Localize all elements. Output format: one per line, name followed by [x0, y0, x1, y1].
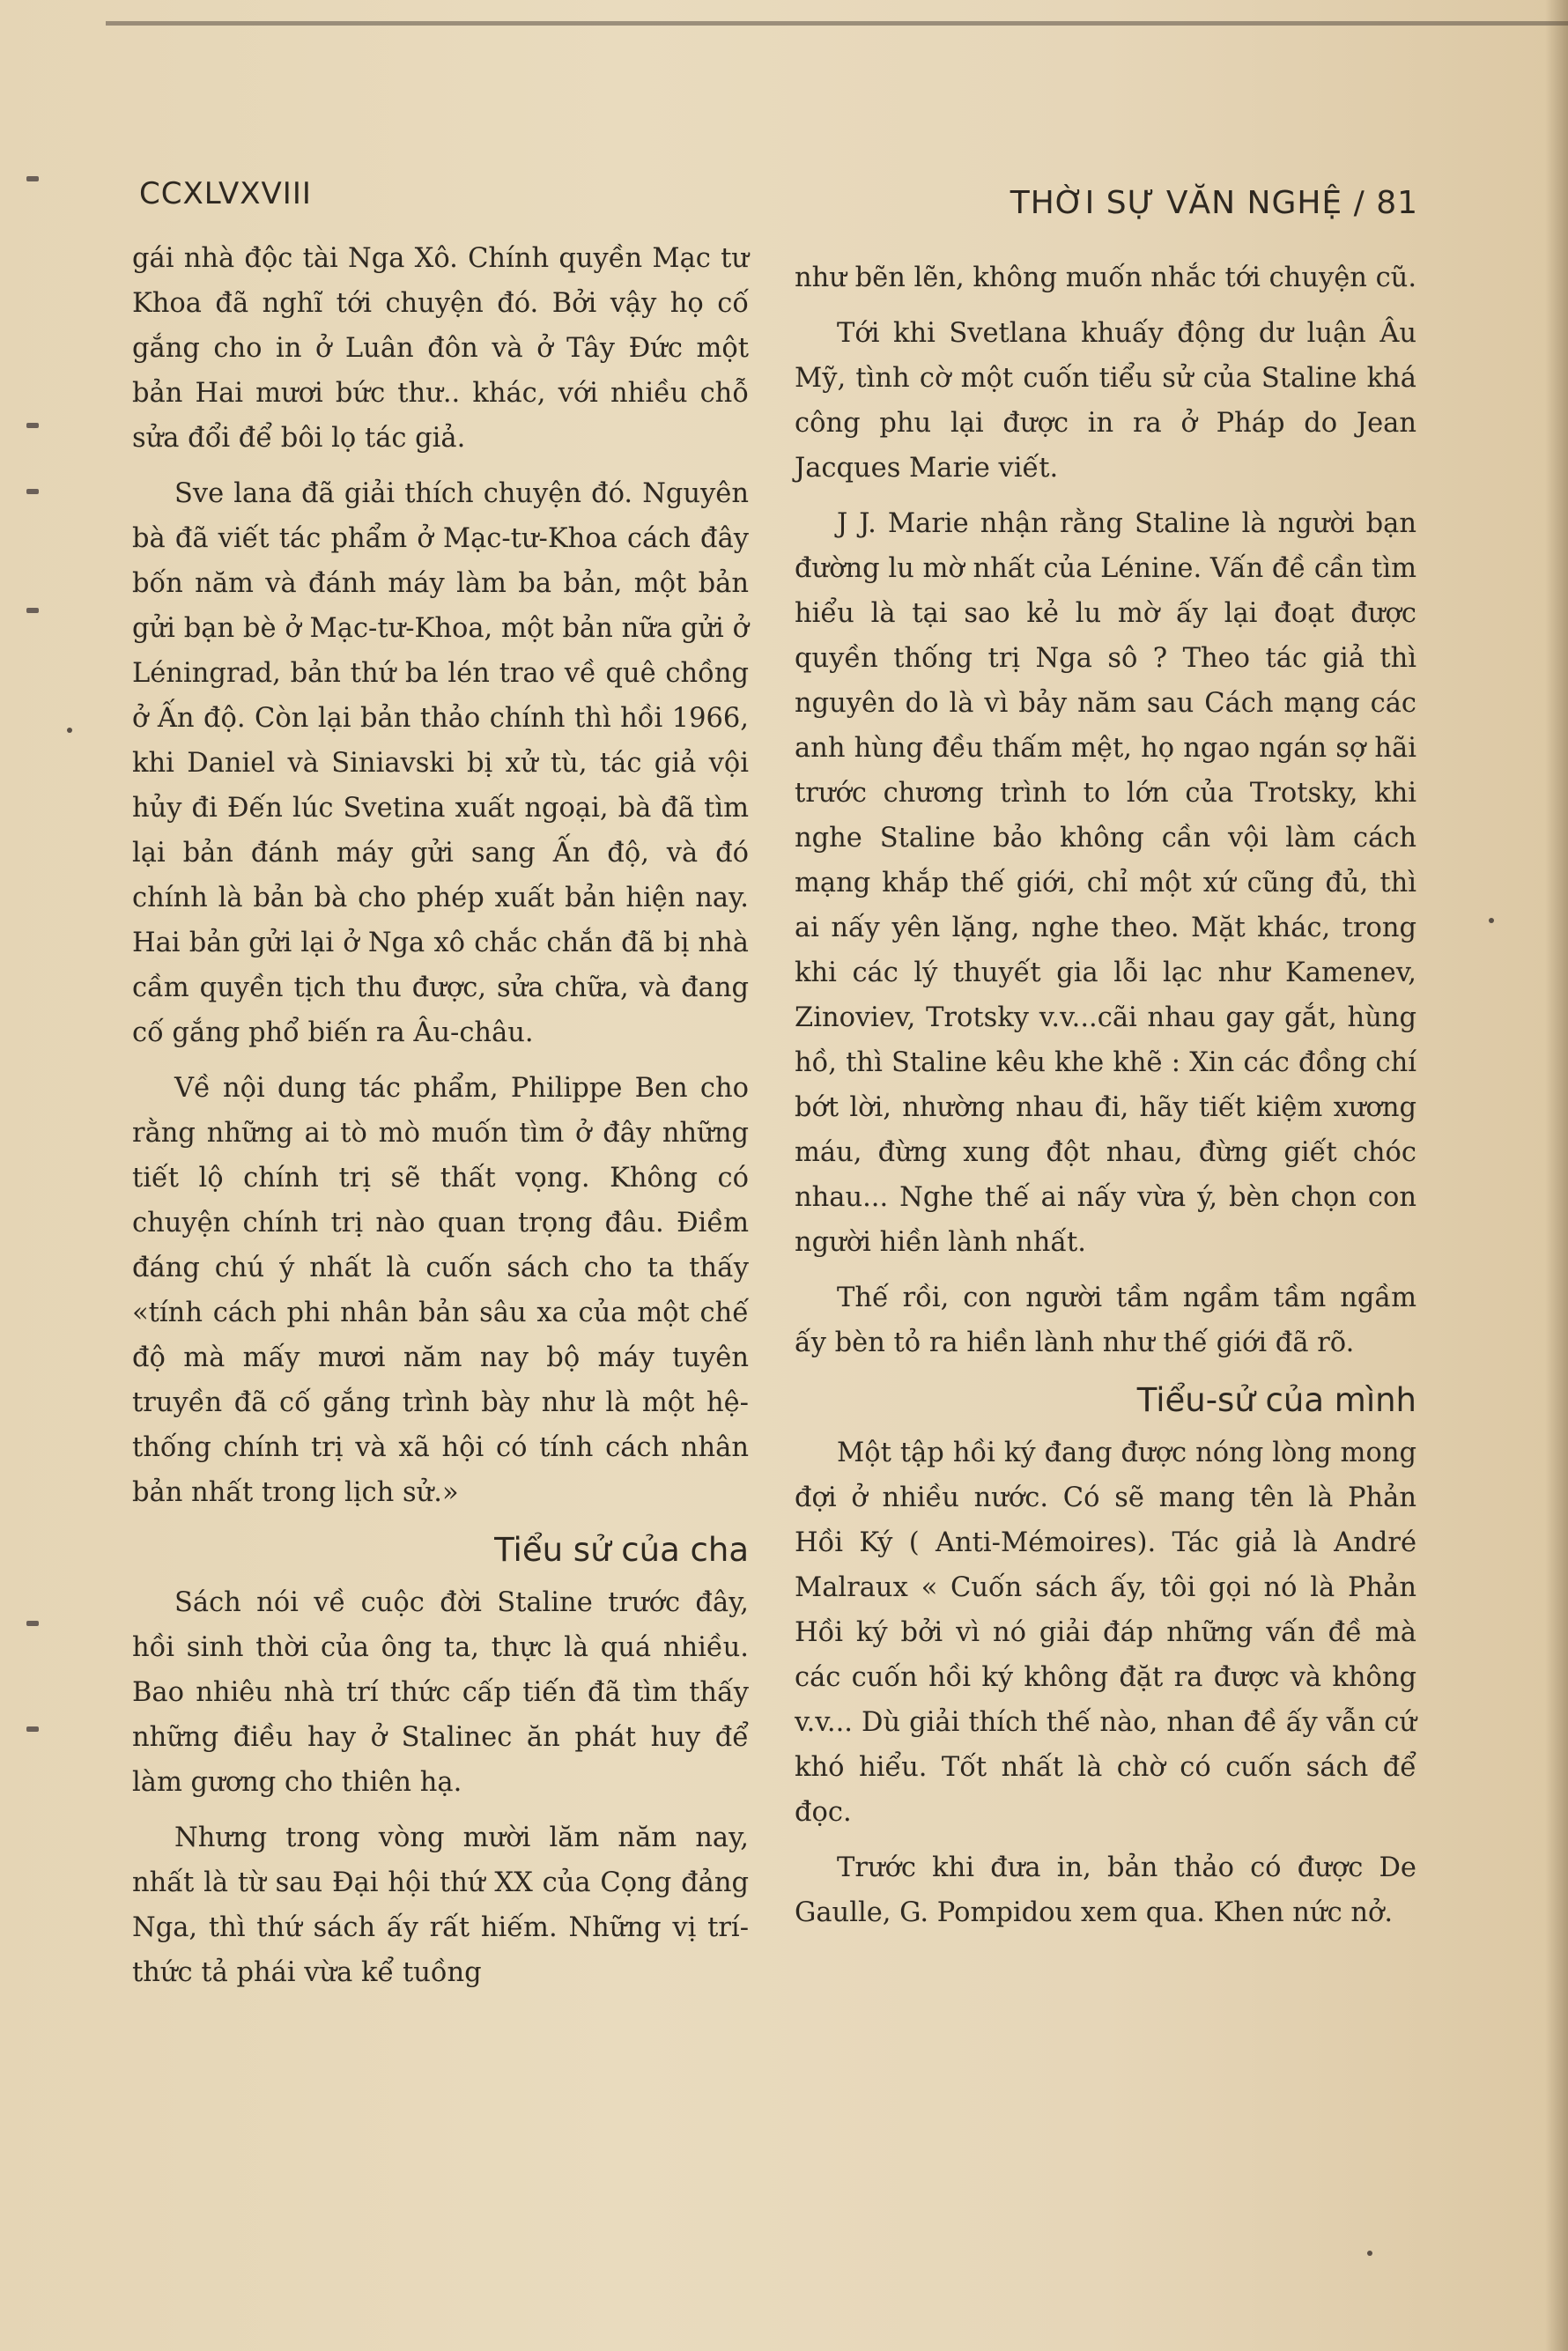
- paragraph: Sách nói về cuộc đời Staline trước đây, hồi sinh thời của ông ta, thực là quá nhiều. Bao nhiêu nhà trí thức cấp tiến đã tìm thấy những điều hay ở Stalinec ăn phát huy để làm gương cho thiên hạ.: [132, 1587, 749, 1798]
- top-rule: [106, 21, 1568, 26]
- paragraph: gái nhà độc tài Nga Xô. Chính quyền Mạc tư Khoa đã nghĩ tới chuyện đó. Bởi vậy họ cố gắng cho in ở Luân đôn và ở Tây Đức một bản Hai mươi bức thư.. khác, với nhiều chỗ sửa đổi để bôi lọ tác giả.: [132, 243, 749, 454]
- paragraph: Về nội dung tác phẩm, Philippe Ben cho rằng những ai tò mò muốn tìm ở đây những tiết lộ chính trị sẽ thất vọng. Không có chuyện chính trị nào quan trọng đâu. Điềm đáng chú ý nhất là cuốn sách cho ta thấy «tính cách phi nhân bản sâu xa của một chế độ mà mấy mươi năm nay bộ máy tuyên truyền đã cố gắng trình bày như là một hệ-thống chính trị và xã hội có tính cách nhân bản nhất trong lịch sử.»: [132, 1073, 749, 1508]
- paragraph: như bẽn lẽn, không muốn nhắc tới chuyện cũ.: [795, 262, 1417, 293]
- paragraph: Sve lana đã giải thích chuyện đó. Nguyên bà đã viết tác phẩm ở Mạc-tư-Khoa cách đây bốn năm và đánh máy làm ba bản, một bản gửi bạn bè ở Mạc-tư-Khoa, một bản nữa gửi ở Léningrad, bản thứ ba lén trao về quê chồng ở Ấn độ. Còn lại bản thảo chính thì hồi 1966, khi Daniel và Siniavski bị xử tù, tác giả vội hủy đi Đến lúc Svetina xuất ngoại, bà đã tìm lại bản đánh máy gửi sang Ấn độ, và đó chính là bản bà cho phép xuất bản hiện nay. Hai bản gửi lại ở Nga xô chắc chắn đã bị nhà cầm quyền tịch thu được, sửa chữa, và đang cố gắng phổ biến ra Âu-châu.: [132, 478, 749, 1048]
- section-heading: Tiểu sử của cha: [494, 1531, 749, 1569]
- margin-mark: [26, 1621, 39, 1626]
- speck: [1489, 918, 1494, 923]
- page-edge-shadow: [1545, 0, 1568, 2351]
- margin-mark: [26, 176, 39, 181]
- paragraph: J J. Marie nhận rằng Staline là người bạn đường lu mờ nhất của Lénine. Vấn đề cần tìm hiểu là tại sao kẻ lu mờ ấy lại đoạt được quyền thống trị Nga sô ? Theo tác giả thì nguyên do là vì bảy năm sau Cách mạng các anh hùng đều thấm mệt, họ ngao ngán sợ hãi trước chương trình to lớn của Trotsky, khi nghe Staline bảo không cần vội làm cách mạng khắp thế giới, chỉ một xứ cũng đủ, thì ai nấy yên lặng, nghe theo. Mặt khác, trong khi các lý thuyết gia lỗi lạc như Kamenev, Zinoviev, Trotsky v.v...cãi nhau gay gắt, hùng hồ, thì Staline kêu khe khẽ : Xin các đồng chí bớt lời, nhường nhau đi, hãy tiết kiệm xương máu, đừng xung đột nhau, đừng giết chóc nhau... Nghe thế ai nấy vừa ý, bèn chọn con người hiền lành nhất.: [795, 508, 1416, 1258]
- paragraph: Tới khi Svetlana khuấy động dư luận Âu Mỹ, tình cờ một cuốn tiểu sử của Staline khá công phu lại được in ra ở Pháp do Jean Jacques Marie viết.: [795, 318, 1416, 484]
- paragraph: Một tập hồi ký đang được nóng lòng mong đợi ở nhiều nước. Có sẽ mang tên là Phản Hồi Ký ( Anti-Mémoires). Tác giả là André Malraux « Cuốn sách ấy, tôi gọi nó là Phản Hồi ký bởi vì nó giải đáp những vấn đề mà các cuốn hồi ký không đặt ra được và không v.v... Dù giải thích thế nào, nhan đề ấy vẫn cứ khó hiểu. Tốt nhất là chờ có cuốn sách để đọc.: [795, 1438, 1416, 1828]
- running-head-right: THỜI SỰ VĂN NGHỆ / 81: [1010, 185, 1418, 221]
- right-column: [795, 255, 1416, 1946]
- left-column: [132, 236, 749, 2006]
- paragraph: Thế rồi, con người tầm ngầm tầm ngầm ấy bèn tỏ ra hiền lành như thế giới đã rõ.: [795, 1283, 1416, 1358]
- running-head-left: CCXLVXVIII: [139, 176, 312, 211]
- margin-mark: [26, 423, 39, 428]
- margin-mark: [26, 489, 39, 494]
- speck: [67, 728, 72, 733]
- margin-mark: [26, 1726, 39, 1732]
- paragraph: Trước khi đưa in, bản thảo có được De Gaulle, G. Pompidou xem qua. Khen nức nở.: [795, 1852, 1416, 1928]
- speck: [1367, 2251, 1372, 2256]
- section-heading: Tiểu-sử của mình: [1136, 1381, 1416, 1419]
- paragraph: Nhưng trong vòng mười lăm năm nay, nhất là từ sau Đại hội thứ XX của Cọng đảng Nga, thì thứ sách ấy rất hiếm. Những vị trí-thức tả phái vừa kể tuồng: [132, 1822, 749, 1988]
- margin-mark: [26, 608, 39, 613]
